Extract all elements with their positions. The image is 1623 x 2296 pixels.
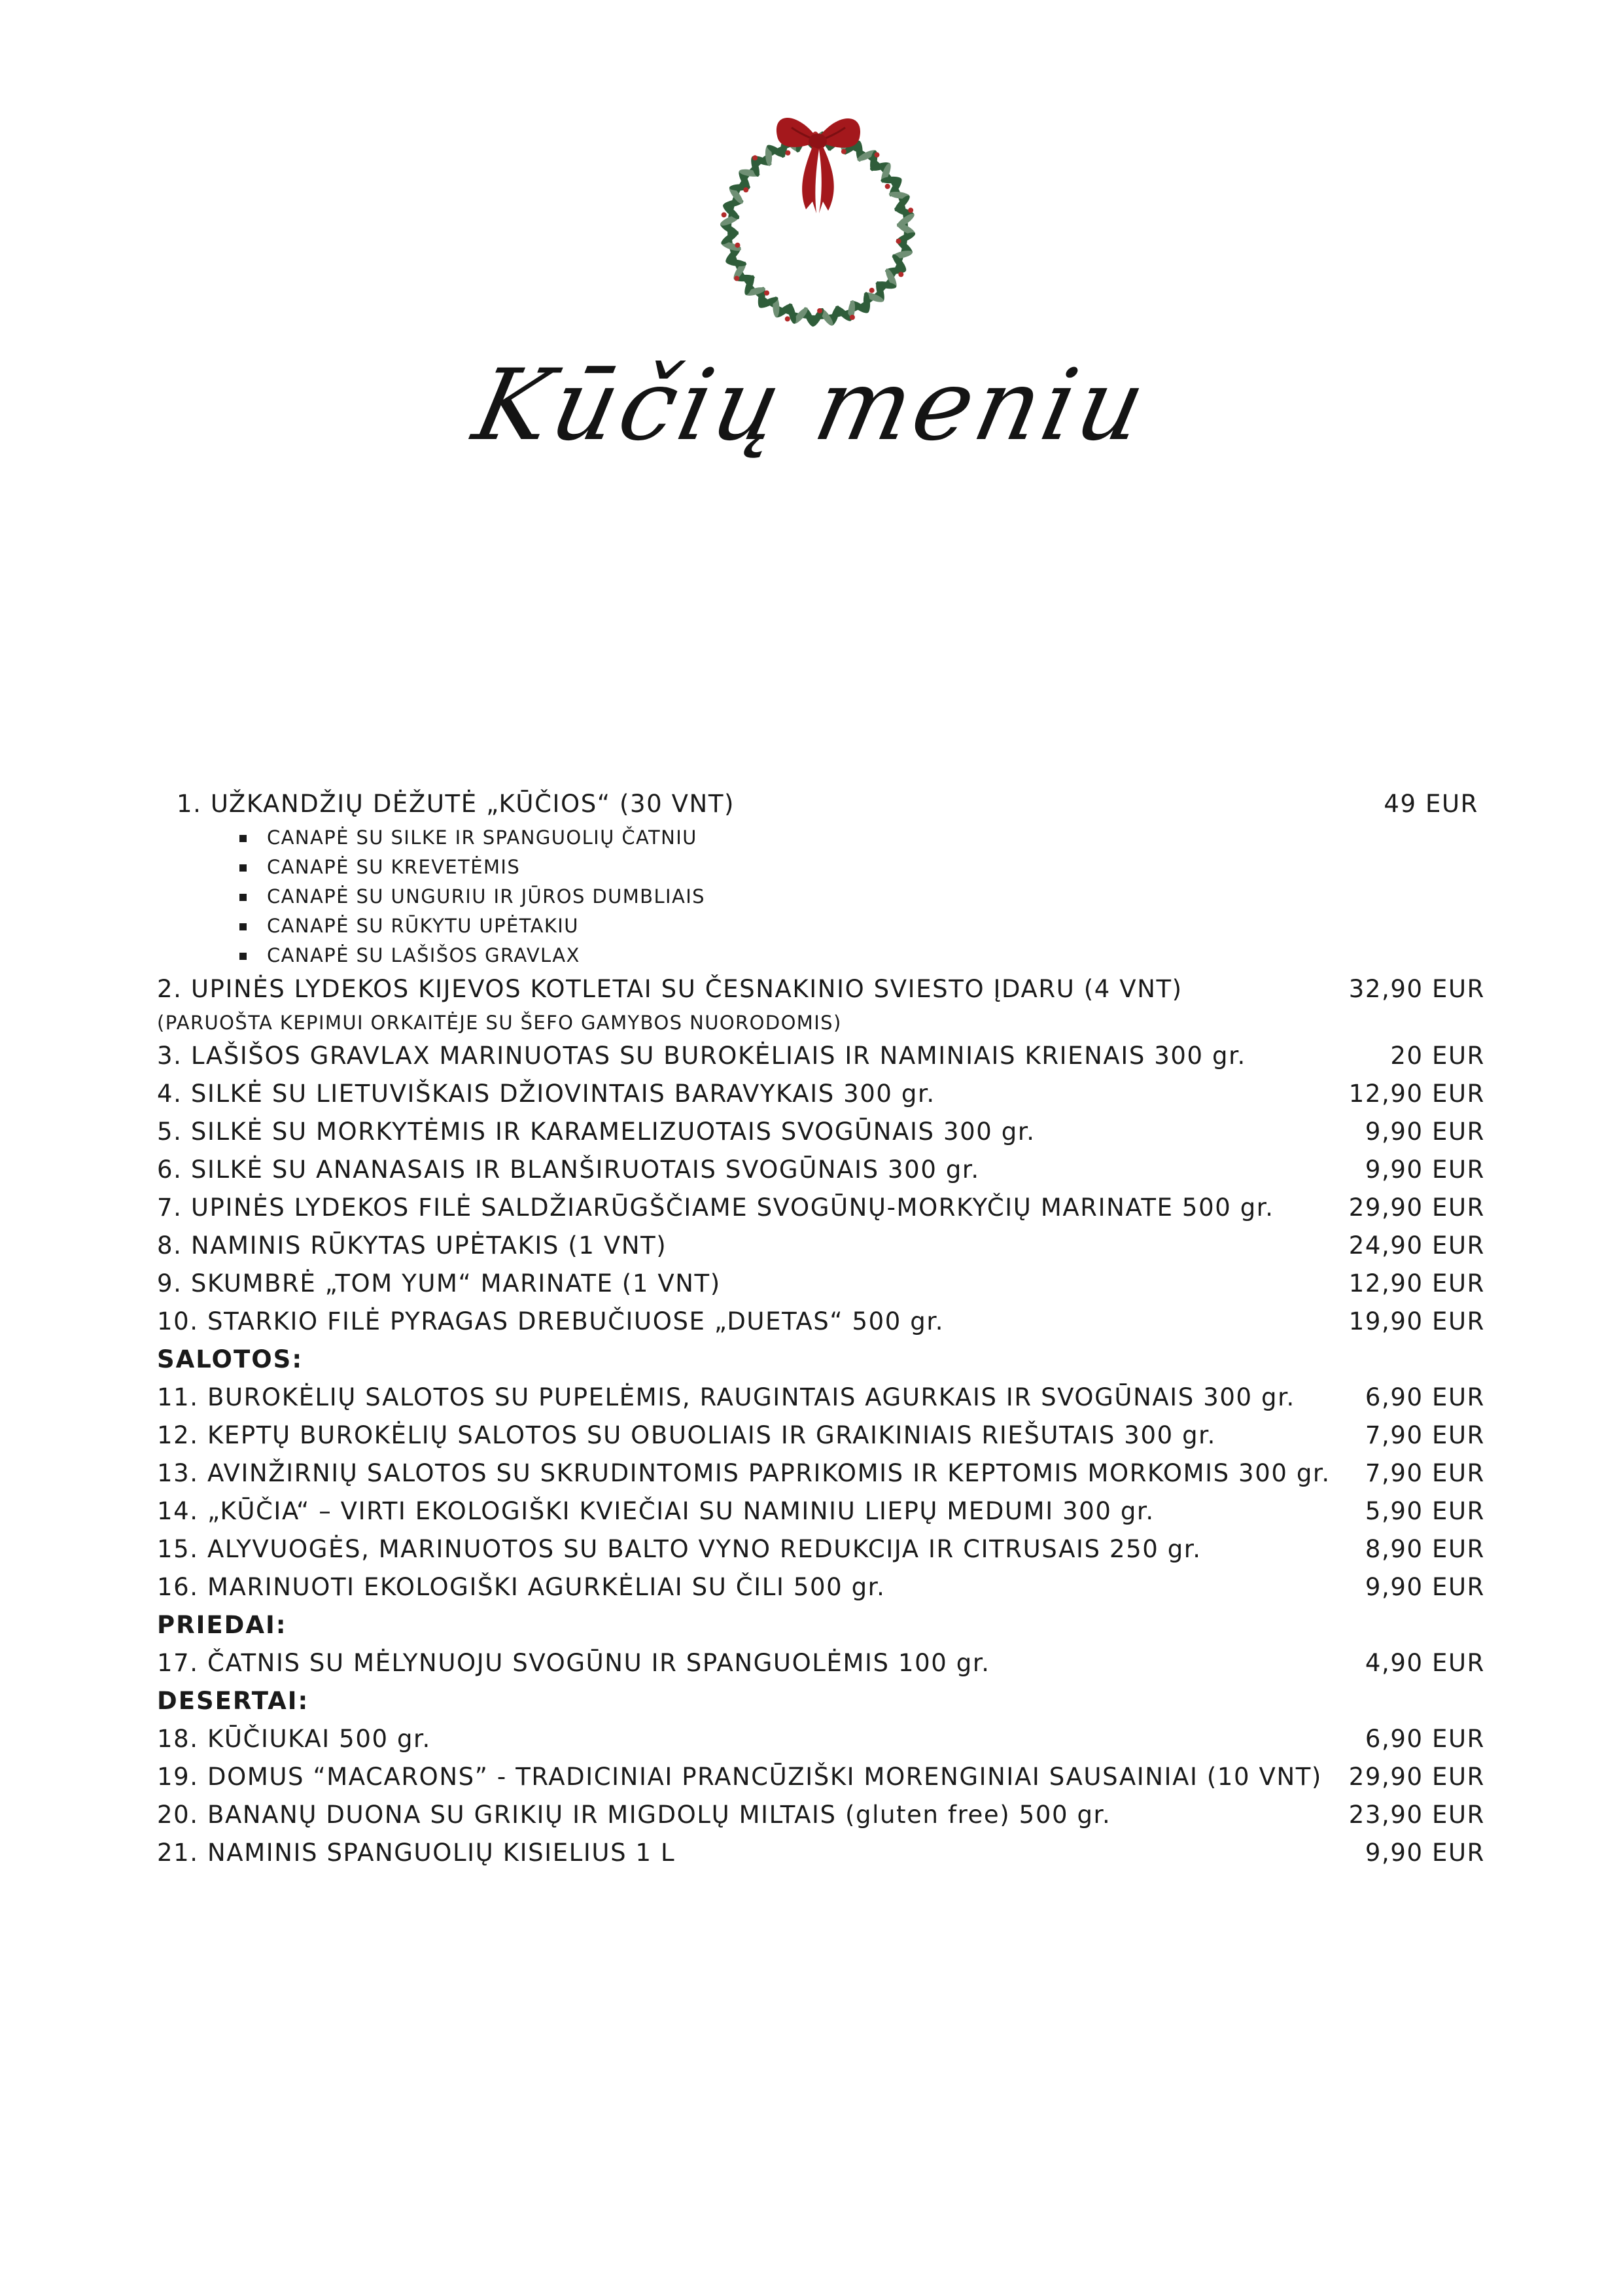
- wreath-berry: [722, 212, 727, 217]
- sub-item-label: CANAPĖ SU KREVETĖMIS: [267, 856, 521, 878]
- page-title: Kūčių meniu: [464, 349, 1159, 463]
- menu-item-label: 11. BUROKĖLIŲ SALOTOS SU PUPELĖMIS, RAUGINTAIS AGURKAIS IR SVOGŪNAIS 300 gr.: [157, 1383, 1295, 1411]
- menu-item-label: 20. BANANŲ DUONA SU GRIKIŲ IR MIGDOLŲ MILTAIS (gluten free) 500 gr.: [157, 1801, 1111, 1829]
- sub-item: [157, 911, 1485, 941]
- menu-item: [157, 1151, 1485, 1189]
- sub-item: [157, 823, 1485, 853]
- menu-item: [157, 1758, 1485, 1796]
- menu-item: [157, 1644, 1485, 1682]
- menu-item-price: 6,90 EUR: [1365, 1725, 1485, 1753]
- menu-item-price: 12,90 EUR: [1348, 1080, 1485, 1108]
- menu-item: [157, 1227, 1485, 1265]
- menu-item-price: 20 EUR: [1390, 1042, 1485, 1070]
- menu-item-label: 4. SILKĖ SU LIETUVIŠKAIS DŽIOVINTAIS BARAVYKAIS 300 gr.: [157, 1080, 935, 1108]
- sub-item-label: CANAPĖ SU SILKE IR SPANGUOLIŲ ČATNIU: [267, 826, 697, 849]
- menu-item-price: 23,90 EUR: [1348, 1801, 1485, 1829]
- menu-item: [157, 1834, 1485, 1872]
- wreath-berry: [898, 272, 903, 277]
- section-heading-salotos: SALOTOS:: [157, 1345, 304, 1373]
- menu-item-price: 12,90 EUR: [1348, 1269, 1485, 1298]
- menu-item-price: 49 EUR: [1384, 790, 1478, 818]
- menu-item: [157, 1720, 1485, 1758]
- wreath-berry: [874, 152, 879, 158]
- menu-item: [157, 1265, 1485, 1303]
- wreath-berry: [752, 155, 758, 160]
- menu-item: [157, 1492, 1485, 1530]
- menu-item: [157, 1455, 1485, 1492]
- wreath-berry: [850, 315, 855, 320]
- menu-item-price: 6,90 EUR: [1365, 1383, 1485, 1411]
- section-heading-desertai: DESERTAI:: [157, 1687, 309, 1715]
- menu-item-price: 19,90 EUR: [1348, 1307, 1485, 1335]
- wreath-berry: [735, 243, 740, 248]
- menu-item: [157, 1075, 1485, 1113]
- menu-item-label: 19. DOMUS “MACARONS” - TRADICINIAI PRANCŪZIŠKI MORENGINIAI SAUSAINIAI (10 VNT): [157, 1763, 1322, 1791]
- menu-item-price: 9,90 EUR: [1365, 1118, 1485, 1146]
- menu-item-price: 5,90 EUR: [1365, 1497, 1485, 1525]
- bow-icon: [777, 118, 860, 213]
- menu-item: [157, 1037, 1485, 1075]
- menu-item-price: 29,90 EUR: [1348, 1193, 1485, 1222]
- wreath-berry: [734, 276, 739, 281]
- menu-list: [157, 785, 1485, 1872]
- menu-item-label: 9. SKUMBRĖ „TOM YUM“ MARINATE (1 VNT): [157, 1269, 721, 1298]
- menu-item-label: 18. KŪČIUKAI 500 gr.: [157, 1725, 431, 1753]
- menu-item-label: 21. NAMINIS SPANGUOLIŲ KISIELIUS 1 L: [157, 1839, 676, 1867]
- menu-item-price: 9,90 EUR: [1365, 1839, 1485, 1867]
- menu-item-label: 17. ČATNIS SU MĖLYNUOJU SVOGŪNU IR SPANGUOLĖMIS 100 gr.: [157, 1649, 990, 1677]
- menu-item: [157, 1303, 1485, 1341]
- bullet-icon: [239, 923, 247, 930]
- wreath-berry: [817, 308, 822, 313]
- menu-item: [157, 1530, 1485, 1568]
- menu-item-price: 29,90 EUR: [1348, 1763, 1485, 1791]
- sub-item: [157, 941, 1485, 970]
- bullet-icon: [239, 894, 247, 901]
- wreath-ring: [719, 130, 917, 328]
- sub-item: [157, 882, 1485, 911]
- menu-item-label: 3. LAŠIŠOS GRAVLAX MARINUOTAS SU BUROKĖLIAIS IR NAMINIAIS KRIENAIS 300 gr.: [157, 1042, 1246, 1070]
- sub-item-label: CANAPĖ SU RŪKYTU UPĖTAKIU: [267, 915, 579, 937]
- menu-item-label: 14. „KŪČIA“ – VIRTI EKOLOGIŠKI KVIEČIAI SU NAMINIU LIEPŲ MEDUMI 300 gr.: [157, 1497, 1155, 1525]
- menu-item-price: 32,90 EUR: [1348, 975, 1485, 1003]
- menu-item: [157, 1417, 1485, 1455]
- menu-item-label: 13. AVINŽIRNIŲ SALOTOS SU SKRUDINTOMIS PAPRIKOMIS IR KEPTOMIS MORKOMIS 300 gr.: [157, 1459, 1331, 1487]
- sub-item-label: CANAPĖ SU LAŠIŠOS GRAVLAX: [267, 944, 580, 966]
- bullet-icon: [239, 864, 247, 872]
- menu-item-price: 8,90 EUR: [1365, 1535, 1485, 1563]
- menu-item: [157, 1568, 1485, 1606]
- menu-item-price: 9,90 EUR: [1365, 1573, 1485, 1601]
- wreath-berry: [764, 291, 769, 296]
- christmas-wreath-icon: [693, 98, 942, 340]
- menu-item-label: 10. STARKIO FILĖ PYRAGAS DREBUČIUOSE „DUETAS“ 500 gr.: [157, 1307, 945, 1335]
- menu-item-label: 1. UŽKANDŽIŲ DĖŽUTĖ „KŪČIOS“ (30 VNT): [177, 790, 735, 818]
- wreath-berry: [785, 316, 790, 321]
- menu-item-price: 4,90 EUR: [1365, 1649, 1485, 1677]
- section-heading-priedai: PRIEDAI:: [157, 1611, 287, 1639]
- sub-item-label: CANAPĖ SU UNGURIU IR JŪROS DUMBLIAIS: [267, 885, 705, 908]
- menu-item: [157, 1796, 1485, 1834]
- wreath-berry: [869, 288, 875, 293]
- wreath-berry: [743, 187, 748, 192]
- menu-item-label: 8. NAMINIS RŪKYTAS UPĖTAKIS (1 VNT): [157, 1231, 667, 1260]
- wreath-berry: [885, 184, 890, 189]
- menu-item-price: 7,90 EUR: [1365, 1459, 1485, 1487]
- menu-item: [157, 1379, 1485, 1417]
- menu-item-label: 6. SILKĖ SU ANANASAIS IR BLANŠIRUOTAIS SVOGŪNAIS 300 gr.: [157, 1156, 980, 1184]
- sub-item: [157, 853, 1485, 882]
- menu-item-price: 24,90 EUR: [1348, 1231, 1485, 1260]
- menu-item-label: 12. KEPTŲ BUROKĖLIŲ SALOTOS SU OBUOLIAIS IR GRAIKINIAIS RIEŠUTAIS 300 gr.: [157, 1421, 1216, 1449]
- bullet-icon: [239, 835, 247, 842]
- menu-item-label: 5. SILKĖ SU MORKYTĖMIS IR KARAMELIZUOTAIS SVOGŪNAIS 300 gr.: [157, 1118, 1036, 1146]
- menu-item-price: 7,90 EUR: [1365, 1421, 1485, 1449]
- menu-item-price: 9,90 EUR: [1365, 1156, 1485, 1184]
- menu-item-label: 15. ALYVUOGĖS, MARINUOTOS SU BALTO VYNO REDUKCIJA IR CITRUSAIS 250 gr.: [157, 1535, 1202, 1563]
- wreath-berry: [896, 239, 901, 244]
- menu-item: [157, 970, 1485, 1008]
- menu-item-label: 7. UPINĖS LYDEKOS FILĖ SALDŽIARŪGŠČIAME SVOGŪNŲ-MORKYČIŲ MARINATE 500 gr.: [157, 1193, 1274, 1222]
- menu-item-note: (PARUOŠTA KEPIMUI ORKAITĖJE SU ŠEFO GAMYBOS NUORODOMIS): [157, 1012, 842, 1034]
- wreath-berry: [785, 150, 790, 156]
- menu-item: [157, 1113, 1485, 1151]
- menu-item: [157, 1189, 1485, 1227]
- wreath-berry: [908, 207, 913, 213]
- menu-item: [157, 785, 1485, 823]
- wreath-berry: [841, 149, 846, 154]
- bullet-icon: [239, 953, 247, 960]
- menu-item-label: 2. UPINĖS LYDEKOS KIJEVOS KOTLETAI SU ČESNAKINIO SVIESTO ĮDARU (4 VNT): [157, 975, 1183, 1003]
- page-title-container: [0, 327, 1623, 484]
- menu-item-label: 16. MARINUOTI EKOLOGIŠKI AGURKĖLIAI SU ČILI 500 gr.: [157, 1573, 886, 1601]
